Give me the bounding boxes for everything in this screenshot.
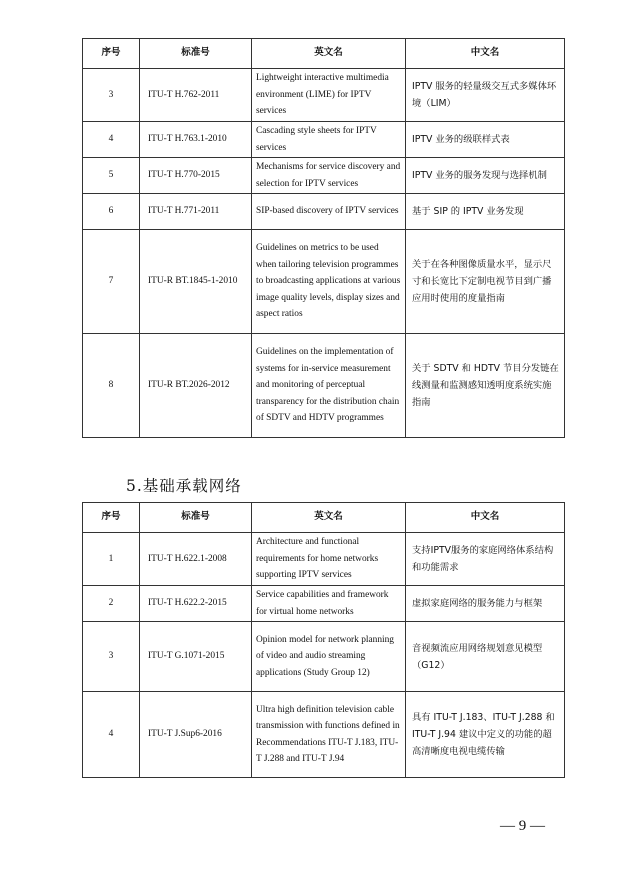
- table-row: [83, 230, 565, 334]
- header-english-name: 英文名: [252, 39, 406, 69]
- cell-chinese-name: IPTV 服务的轻量级交互式多媒体环境（LIM）: [406, 69, 565, 122]
- header-chinese-name: 中文名: [406, 39, 565, 69]
- cell-english-name: Guidelines on the implementation of systems for in-service measurement and monitoring of perceptual transparency for the distribution chain of SDTV and HDTV programmes: [252, 334, 406, 438]
- cell-no: 6: [83, 194, 140, 230]
- cell-chinese-name: IPTV 业务的级联样式表: [406, 122, 565, 158]
- table-header-row: [83, 503, 565, 533]
- cell-no: 3: [83, 69, 140, 122]
- cell-no: 2: [83, 586, 140, 622]
- cell-no: 4: [83, 122, 140, 158]
- cell-no: 3: [83, 622, 140, 692]
- cell-english-name: Lightweight interactive multimedia environment (LIME) for IPTV services: [252, 69, 406, 122]
- table-row: [83, 533, 565, 586]
- cell-english-name: Ultra high definition television cable transmission with functions defined in Recommendations ITU-T J.183, ITU-T J.288 and ITU-T J.94: [252, 692, 406, 778]
- cell-english-name: Cascading style sheets for IPTV services: [252, 122, 406, 158]
- cell-english-name: SIP-based discovery of IPTV services: [252, 194, 406, 230]
- cell-standard: ITU-T G.1071-2015: [140, 622, 252, 692]
- cell-chinese-name: 虚拟家庭网络的服务能力与框架: [406, 586, 565, 622]
- cell-chinese-name: IPTV 业务的服务发现与选择机制: [406, 158, 565, 194]
- standards-table-iptv: [82, 38, 565, 438]
- cell-standard: ITU-T H.763.1-2010: [140, 122, 252, 158]
- cell-english-name: Guidelines on metrics to be used when tailoring television programmes to broadcasting applications at various image quality levels, display sizes and aspect ratios: [252, 230, 406, 334]
- cell-chinese-name: 支持IPTV服务的家庭网络体系结构和功能需求: [406, 533, 565, 586]
- header-no: 序号: [83, 39, 140, 69]
- cell-no: 8: [83, 334, 140, 438]
- cell-chinese-name: 音视频流应用网络规划意见模型（G12）: [406, 622, 565, 692]
- table-row: [83, 622, 565, 692]
- table-row: [83, 334, 565, 438]
- cell-chinese-name: 关于 SDTV 和 HDTV 节目分发链在线测量和监测感知透明度系统实施指南: [406, 334, 565, 438]
- cell-no: 4: [83, 692, 140, 778]
- cell-standard: ITU-T H.622.2-2015: [140, 586, 252, 622]
- cell-standard: ITU-R BT.1845-1-2010: [140, 230, 252, 334]
- cell-english-name: Opinion model for network planning of video and audio streaming applications (Study Group 12): [252, 622, 406, 692]
- header-standard: 标准号: [140, 503, 252, 533]
- table-header-row: [83, 39, 565, 69]
- standards-table-network: [82, 502, 565, 778]
- cell-standard: ITU-T H.622.1-2008: [140, 533, 252, 586]
- cell-no: 5: [83, 158, 140, 194]
- table-row: [83, 158, 565, 194]
- table-row: [83, 194, 565, 230]
- cell-no: 7: [83, 230, 140, 334]
- cell-standard: ITU-T H.762-2011: [140, 69, 252, 122]
- header-chinese-name: 中文名: [406, 503, 565, 533]
- section-heading: 5.基础承载网络: [126, 477, 242, 495]
- cell-standard: ITU-T H.771-2011: [140, 194, 252, 230]
- page-number: — 9 —: [500, 818, 545, 834]
- cell-english-name: Architecture and functional requirements for home networks supporting IPTV services: [252, 533, 406, 586]
- cell-standard: ITU-R BT.2026-2012: [140, 334, 252, 438]
- cell-standard: ITU-T J.Sup6-2016: [140, 692, 252, 778]
- table-row: [83, 692, 565, 778]
- cell-english-name: Service capabilities and framework for virtual home networks: [252, 586, 406, 622]
- header-no: 序号: [83, 503, 140, 533]
- cell-english-name: Mechanisms for service discovery and selection for IPTV services: [252, 158, 406, 194]
- table-row: [83, 586, 565, 622]
- cell-standard: ITU-T H.770-2015: [140, 158, 252, 194]
- cell-chinese-name: 关于在各种图像质量水平，显示尺寸和长宽比下定制电视节目到广播应用时使用的度量指南: [406, 230, 565, 334]
- cell-no: 1: [83, 533, 140, 586]
- table-row: [83, 122, 565, 158]
- header-english-name: 英文名: [252, 503, 406, 533]
- cell-chinese-name: 具有 ITU-T J.183、ITU-T J.288 和 ITU-T J.94 建议中定义的功能的超高清晰度电视电缆传输: [406, 692, 565, 778]
- cell-chinese-name: 基于 SIP 的 IPTV 业务发现: [406, 194, 565, 230]
- table-row: [83, 69, 565, 122]
- header-standard: 标准号: [140, 39, 252, 69]
